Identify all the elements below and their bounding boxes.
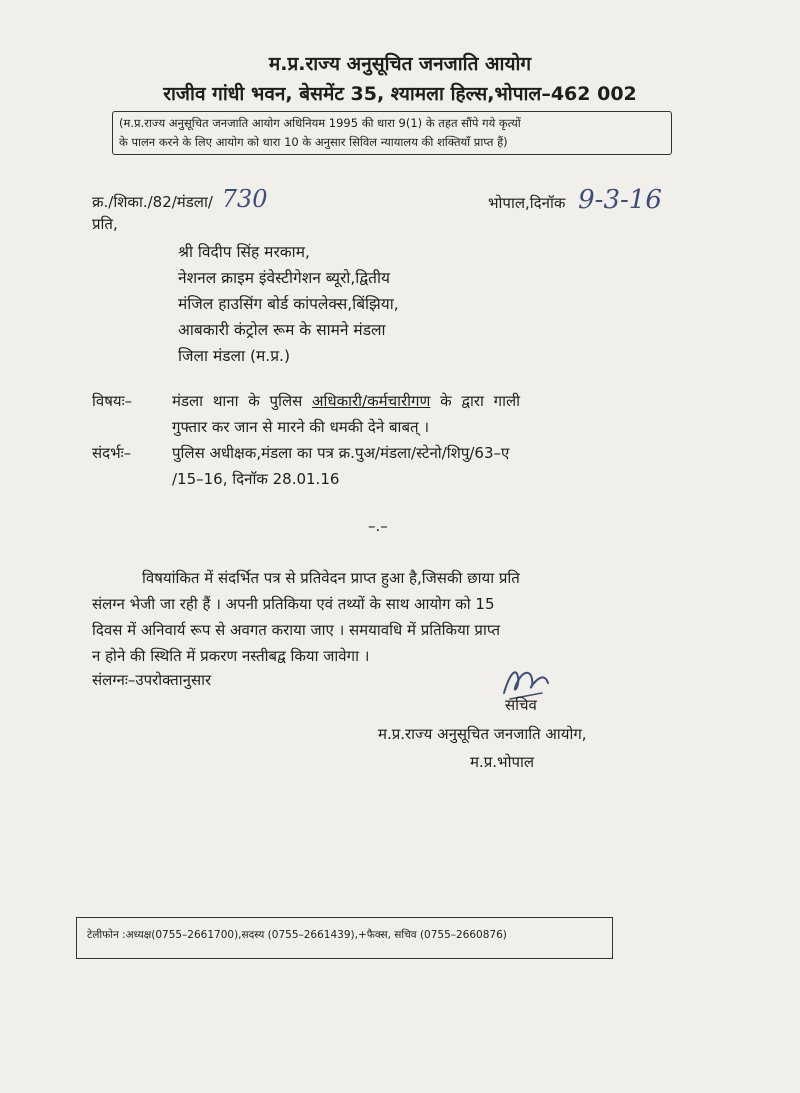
reference-number-label: क्र./शिका./82/मंडला/ bbox=[92, 193, 213, 211]
subject-text: के द्वारा गाली bbox=[430, 392, 521, 410]
body-line: विषयांकित में संदर्भित पत्र से प्रतिवेदन प्राप्त हुआ है,जिसकी छाया प्रति bbox=[142, 569, 520, 587]
signatory-title: सचिव bbox=[505, 696, 537, 714]
letterhead-org: म.प्र.राज्य अनुसूचित जनजाति आयोग bbox=[268, 53, 532, 75]
subject-label: विषयः– bbox=[92, 392, 133, 410]
contact-footer: टेलीफोन :अध्यक्ष(0755–2661700),सदस्य (0755–2661439),+फैक्स, सचिव (0755–2660876) bbox=[76, 917, 613, 959]
address-line: जिला मंडला (म.प्र.) bbox=[178, 347, 291, 365]
signatory-place: म.प्र.भोपाल bbox=[470, 753, 535, 771]
reference-label: संदर्भः– bbox=[92, 444, 132, 462]
body-line: न होने की स्थिति में प्रकरण नस्तीबद्व किया जावेगा । bbox=[92, 647, 370, 665]
address-line: नेशनल क्राइम इंवेस्टीगेशन ब्यूरो,द्वितीय bbox=[178, 269, 391, 287]
signatory-org: म.प्र.राज्य अनुसूचित जनजाति आयोग, bbox=[378, 725, 587, 743]
letter-date bbox=[488, 185, 662, 215]
reference-line-1: पुलिस अधीक्षक,मंडला का पत्र क्र.पुअ/मंडला/स्टेनो/शिपु/63–ए bbox=[172, 444, 510, 462]
body-line: दिवस में अनिवार्य रूप से अवगत कराया जाए । समयावधि में प्रतिकिया प्राप्त bbox=[92, 621, 501, 639]
subject-text: मंडला थाना के पुलिस bbox=[172, 392, 313, 410]
letter-date-label: भोपाल,दिनॉक bbox=[488, 194, 566, 212]
notice-line-2: के पालन करने के लिए आयोग को धारा 10 के अनुसार सिविल न्यायालय की शक्तियाँ प्राप्त हैं) bbox=[119, 135, 508, 149]
body-line: संलग्न भेजी जा रही हैं । अपनी प्रतिकिया एवं तथ्यों के साथ आयोग को 15 bbox=[92, 595, 495, 613]
reference-line-2: /15–16, दिनॉक 28.01.16 bbox=[172, 470, 340, 488]
subject-line-1 bbox=[172, 391, 520, 411]
reference-number bbox=[92, 185, 268, 213]
legal-notice-box bbox=[112, 111, 672, 155]
enclosure-note: संलग्नः–उपरोक्तानुसार bbox=[92, 671, 212, 689]
address-line: मंजिल हाउसिंग बोर्ड कांपलेक्स,बिंझिया, bbox=[178, 295, 399, 313]
letterhead-address: राजीव गांधी भवन, बेसमेंट 35, श्यामला हिल्स,भोपाल–462 002 bbox=[163, 83, 637, 105]
letter-date-handwritten: 9-3-16 bbox=[578, 185, 662, 215]
subject-underlined-text: अधिकारी/कर्मचारीगण bbox=[312, 392, 431, 410]
address-line: आबकारी कंट्रोल रूम के सामने मंडला bbox=[178, 321, 386, 339]
notice-line-1: (म.प्र.राज्य अनुसूचित जनजाति आयोग अधिनियम 1995 की धारा 9(1) के तहत सौंपे गये कृत्यों bbox=[119, 116, 521, 130]
subject-line-2: गुफ्तार कर जान से मारने की धमकी देने बाबत् । bbox=[172, 418, 430, 436]
address-line: श्री विदीप सिंह मरकाम, bbox=[178, 243, 310, 261]
reference-number-handwritten: 730 bbox=[221, 185, 268, 213]
to-label: प्रति, bbox=[92, 215, 118, 233]
divider: –.– bbox=[368, 517, 388, 535]
